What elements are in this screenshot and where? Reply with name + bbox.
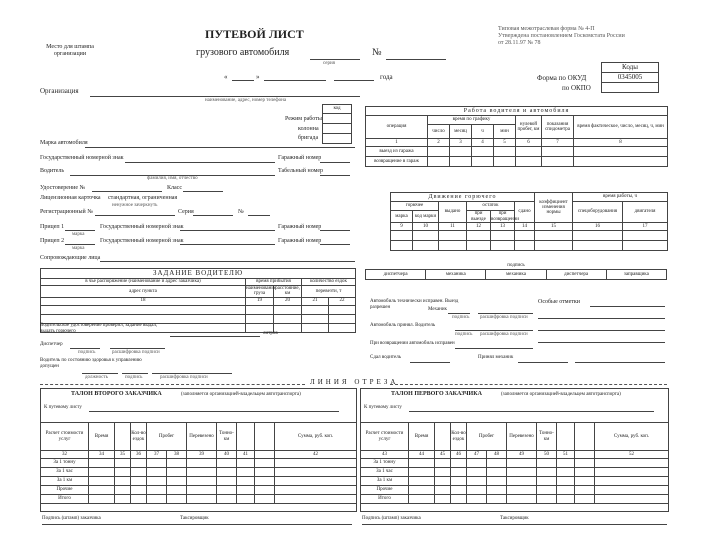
work-cell[interactable] xyxy=(450,157,472,167)
task-header-transport: перевезти, т xyxy=(302,286,356,298)
stub-cell[interactable] xyxy=(595,486,669,495)
signature-title: подпись xyxy=(507,262,525,268)
driver-label: Водитель xyxy=(40,168,65,174)
column-number: 51 xyxy=(557,451,575,459)
work-header-speedometer: показания спидометра xyxy=(542,116,574,139)
fuel-subheader: марка xyxy=(391,211,413,223)
fuel-cell[interactable] xyxy=(413,231,439,241)
fuel-cell[interactable] xyxy=(573,241,623,251)
column-number: 43 xyxy=(361,451,409,459)
stub-cell[interactable] xyxy=(275,495,357,504)
column-number: 11 xyxy=(439,223,467,231)
fuel-cell[interactable] xyxy=(623,231,668,241)
stub-left-header-calc: Расчет стоимости услуг xyxy=(41,423,89,451)
trailer1-garage-label: Гаражный номер xyxy=(278,224,322,230)
stub-row-label: За 1 км xyxy=(41,477,89,486)
fuel-table-title: Движение горючего xyxy=(391,193,535,202)
stub-left-header-sum: Сумма, руб. коп. xyxy=(275,423,357,451)
work-header-zero-run: нулевой пробег, км xyxy=(516,116,542,139)
fuel-subheader-equipment: спецоборудования xyxy=(573,202,623,223)
stub-left-title: ТАЛОН ВТОРОГО ЗАКАЗЧИКА xyxy=(71,391,162,397)
column-number: 48 xyxy=(487,451,507,459)
stub-right-to-trip: К путевому листу xyxy=(364,405,402,410)
work-cell[interactable] xyxy=(494,147,516,157)
column-number: 16 xyxy=(573,223,623,231)
class-label: Класс xyxy=(167,185,182,191)
page-title: ПУТЕВОЙ ЛИСТ xyxy=(205,27,304,41)
signature-mechanic-label: механика xyxy=(426,270,486,280)
work-cell[interactable] xyxy=(516,147,542,157)
column-number: 17 xyxy=(623,223,668,231)
column-number: 34 xyxy=(89,451,115,459)
task-table-title: ЗАДАНИЕ ВОДИТЕЛЮ xyxy=(41,269,356,279)
work-cell[interactable] xyxy=(494,157,516,167)
stub-cell[interactable] xyxy=(275,468,357,477)
work-cell[interactable] xyxy=(450,147,472,157)
fuel-cell[interactable] xyxy=(439,231,467,241)
work-cell[interactable] xyxy=(574,147,668,157)
car-brand-field[interactable] xyxy=(85,147,355,148)
task-cell[interactable] xyxy=(246,305,274,314)
fuel-subheader: код марки xyxy=(413,211,439,223)
column-number: 38 xyxy=(167,451,187,459)
work-header-operation: операция xyxy=(366,116,428,139)
okud-code: 0345005 xyxy=(602,73,659,83)
task-header-arrival: время прибытия xyxy=(246,279,302,286)
column-number: 35 xyxy=(115,451,131,459)
column-number: 18 xyxy=(41,297,246,305)
work-subheader: число xyxy=(428,125,450,139)
column-number: 6 xyxy=(516,139,542,147)
column-number: 20 xyxy=(274,297,302,305)
task-cell[interactable] xyxy=(41,305,246,314)
mechanic-decoding-caption: расшифровка подписи xyxy=(480,315,528,320)
task-cell[interactable] xyxy=(302,305,329,314)
column-code[interactable] xyxy=(323,124,352,134)
column-number: 21 xyxy=(302,297,329,305)
stub-right-title: ТАЛОН ПЕРВОГО ЗАКАЗЧИКА xyxy=(391,391,482,397)
special-label: Особые отметки xyxy=(538,299,580,305)
trailer2-state-label: Государственный номерной знак xyxy=(100,238,184,244)
task-cell[interactable] xyxy=(329,305,356,314)
fuel-header-issued: выдано xyxy=(439,202,467,223)
task-cell[interactable] xyxy=(41,314,246,323)
column-number: 42 xyxy=(275,451,357,459)
column-number: 4 xyxy=(472,139,494,147)
trailer2-garage-label: Гаражный номер xyxy=(278,238,322,244)
column-number: 22 xyxy=(329,297,356,305)
column-number: 2 xyxy=(428,139,450,147)
fuel-cell[interactable] xyxy=(467,241,491,251)
car-brand-label: Марка автомобиля xyxy=(40,140,88,146)
column-number: 15 xyxy=(535,223,573,231)
signature-fueler-label: заправщика xyxy=(606,270,666,280)
column-number: 47 xyxy=(467,451,487,459)
stub-left-header-trips: Кол-во ездок xyxy=(131,423,147,451)
fuel-header-remain: остаток xyxy=(467,202,515,211)
stub-row-label: За 1 час xyxy=(361,468,409,477)
fuel-cell[interactable] xyxy=(413,241,439,251)
stub-left-to-trip: К путевому листу xyxy=(44,405,82,410)
task-header-distance: расстояние, км xyxy=(275,286,300,297)
stub-row-label: За 1 тонну xyxy=(361,459,409,468)
stub-right-table xyxy=(360,422,669,504)
position-caption: должность xyxy=(85,375,108,380)
trailer2-brand-caption: марка xyxy=(72,246,85,251)
signature-dispatcher-label: диспетчера xyxy=(546,270,606,280)
stub-right-header-run: Пробег xyxy=(467,423,507,451)
codes-box xyxy=(601,62,659,93)
form-info-line: от 28.11.97 № 78 xyxy=(498,39,541,46)
stub-row-label: За 1 тонну xyxy=(41,459,89,468)
task-cell[interactable] xyxy=(302,314,329,323)
task-cell[interactable] xyxy=(274,314,302,323)
stub-right-header-sum: Сумма, руб. коп. xyxy=(595,423,669,451)
fuel-cell[interactable] xyxy=(491,241,515,251)
form-info-line: Утверждена постановлением Госкомстата России xyxy=(498,32,625,39)
work-table-title: Работа водителя и автомобиля xyxy=(366,107,668,116)
column-number: 5 xyxy=(494,139,516,147)
stub-row-label: Прочие xyxy=(361,486,409,495)
column-number: 9 xyxy=(391,223,413,231)
form-info xyxy=(498,26,625,47)
reg-no-label: № xyxy=(238,209,244,215)
stub-row-label: Итого xyxy=(361,495,409,504)
prinyal-label: Принял механик xyxy=(478,355,514,360)
fuel-cell[interactable] xyxy=(573,231,623,241)
docs-issued-note: Водительское удостоверение проверил, задание выдал, выдать горючего xyxy=(40,323,158,335)
work-header-schedule: время по графику xyxy=(428,116,516,125)
task-cell[interactable] xyxy=(246,314,274,323)
column-number: 13 xyxy=(491,223,515,231)
license-label: Удостоверение № xyxy=(40,185,86,191)
org-label: Организация xyxy=(40,87,79,95)
stub-left-signature-customer: Подпись (штамп) заказчика xyxy=(42,516,101,521)
fuel-cell[interactable] xyxy=(391,231,413,241)
column-number: 45 xyxy=(435,451,451,459)
okpo-label: по ОКПО xyxy=(562,84,591,92)
column-number: 36 xyxy=(131,451,147,459)
received-signature-caption: подпись xyxy=(455,332,473,337)
task-cell[interactable] xyxy=(329,323,356,332)
mechanic-label: Механик xyxy=(428,307,447,312)
fuel-header-fuel: горючее xyxy=(391,202,439,211)
stub-cell[interactable] xyxy=(595,459,669,468)
stub-left-header-run: Пробег xyxy=(147,423,187,451)
work-row-label: выезд из гаража xyxy=(366,147,428,157)
column-number: 41 xyxy=(237,451,255,459)
column-number: 37 xyxy=(147,451,167,459)
task-cell[interactable] xyxy=(274,305,302,314)
stub-cell[interactable] xyxy=(595,495,669,504)
license-card-value: стандартная, ограниченная xyxy=(108,195,178,201)
column-number: 44 xyxy=(409,451,435,459)
returned-label: При возвращении автомобиль исправен xyxy=(370,341,455,346)
column-number: 46 xyxy=(451,451,467,459)
fuel-cell[interactable] xyxy=(491,231,515,241)
work-cell[interactable] xyxy=(428,147,450,157)
stub-cell[interactable] xyxy=(275,477,357,486)
liters-label: литров xyxy=(263,331,278,336)
org-field[interactable] xyxy=(90,96,360,97)
org-stamp-placeholder: Место для штампа организации xyxy=(46,44,94,57)
stub-left-signature-taxer: Таксировщик xyxy=(180,516,209,521)
task-cell[interactable] xyxy=(329,314,356,323)
escort-field[interactable] xyxy=(100,261,355,262)
codes-header: Коды xyxy=(602,63,659,73)
mode-code[interactable] xyxy=(323,114,352,124)
fuel-cell[interactable] xyxy=(623,241,668,251)
state-number-field[interactable] xyxy=(125,162,275,163)
signature-caption: подпись xyxy=(125,375,143,380)
garage-number-label: Гаражный номер xyxy=(278,155,322,161)
trailer1-label: Прицеп 1 xyxy=(40,224,65,230)
stub-cell[interactable] xyxy=(595,468,669,477)
stub-right-header-trips: Кол-во ездок xyxy=(451,423,467,451)
stub-left-header-time: Время xyxy=(89,423,115,451)
mode-code-header: код xyxy=(323,105,352,114)
work-subheader: месяц xyxy=(450,125,472,139)
fuel-header-returned: сдано xyxy=(515,202,535,223)
task-header-address: адрес пункта xyxy=(41,286,246,298)
fuel-cell[interactable] xyxy=(439,241,467,251)
mechanic-signature-caption: подпись xyxy=(452,315,470,320)
work-cell[interactable] xyxy=(574,157,668,167)
column-number: 39 xyxy=(187,451,217,459)
column-number: 52 xyxy=(595,451,669,459)
work-cell[interactable] xyxy=(542,157,574,167)
fuel-subheader: при выезде xyxy=(467,211,491,223)
column-number: 1 xyxy=(366,139,428,147)
work-header-actual-time: время фактическое, число, месяц, ч, мин xyxy=(574,116,668,139)
fuel-cell[interactable] xyxy=(515,241,535,251)
reg-label: Регистрационный № xyxy=(40,209,93,215)
stub-left-header-transported: Перевезено xyxy=(187,423,217,451)
work-cell[interactable] xyxy=(542,147,574,157)
fuel-cell[interactable] xyxy=(535,231,573,241)
fuel-cell[interactable] xyxy=(467,231,491,241)
stub-right-signature-taxer: Таксировщик xyxy=(500,516,529,521)
column-number: 12 xyxy=(467,223,491,231)
column-number: 7 xyxy=(542,139,574,147)
task-header-cargo: наименование груза xyxy=(246,286,277,297)
fuel-subheader: при возвращении xyxy=(491,211,519,222)
health-note: Водитель по состоянию здоровья к управлению допущен xyxy=(40,358,142,370)
stub-right-signature-customer: Подпись (штамп) заказчика xyxy=(362,516,421,521)
work-cell[interactable] xyxy=(472,157,494,167)
state-number-label: Государственный номерной знак xyxy=(40,155,124,161)
fuel-header-worktime: время работы, ч xyxy=(573,193,668,202)
stub-left-header-tonkm: Тонно-км xyxy=(217,423,237,451)
stub-right-header-calc: Расчет стоимости услуг xyxy=(361,423,409,451)
column-number: 14 xyxy=(515,223,535,231)
work-table xyxy=(365,106,668,167)
stub-left-subtitle: (заполняется организацией-владельцем автотранспорта) xyxy=(181,392,301,397)
column-number: 19 xyxy=(246,297,274,305)
okud-label: Форма по ОКУД xyxy=(537,74,587,82)
work-cell[interactable] xyxy=(472,147,494,157)
decoding-caption: расшифровка подписи xyxy=(160,375,208,380)
series-label: Серия xyxy=(178,209,194,215)
work-cell[interactable] xyxy=(516,157,542,167)
license-card-caption: ненужное зачеркнуть xyxy=(112,203,158,208)
stub-row-label: За 1 км xyxy=(361,477,409,486)
fuel-cell[interactable] xyxy=(391,241,413,251)
work-row-label: возвращение в гараж xyxy=(366,157,428,167)
fuel-cell[interactable] xyxy=(535,241,573,251)
date-open-quote: « xyxy=(224,73,228,81)
org-caption: наименование, адрес, номер телефона xyxy=(205,98,287,103)
column-number: 3 xyxy=(450,139,472,147)
column-number: 40 xyxy=(217,451,237,459)
brigade-code[interactable] xyxy=(323,134,352,144)
work-subheader: ч xyxy=(472,125,494,139)
stub-cell[interactable] xyxy=(595,477,669,486)
stub-cell[interactable] xyxy=(275,486,357,495)
fuel-cell[interactable] xyxy=(515,231,535,241)
mode-code-box xyxy=(322,104,352,144)
year-label: года xyxy=(380,73,393,81)
dispatcher-label: Диспетчер xyxy=(40,342,63,347)
series-caption: серия xyxy=(323,61,335,66)
work-subheader: мин xyxy=(494,125,516,139)
signature-mechanic-label: механика xyxy=(486,270,546,280)
driver-caption: фамилия, имя, отчество xyxy=(147,176,198,181)
column-number: 49 xyxy=(507,451,537,459)
fuel-table xyxy=(390,192,668,251)
brigade-label: бригада xyxy=(298,135,319,141)
escort-label: Сопровождающие лица xyxy=(40,255,101,261)
stub-right-header-time: Время xyxy=(409,423,435,451)
tabel-label: Табельный номер xyxy=(278,168,324,174)
stub-row-label: Итого xyxy=(41,495,89,504)
fuel-header-coef: коэффициент изменения нормы xyxy=(535,193,573,223)
task-cell[interactable] xyxy=(302,323,329,332)
number-sign: № xyxy=(372,47,382,58)
column-label: колонна xyxy=(298,126,319,132)
trailer1-state-label: Государственный номерной знак xyxy=(100,224,184,230)
received-label: Автомобиль принял. Водитель xyxy=(370,323,436,328)
column-number: 50 xyxy=(537,451,557,459)
received-decoding-caption: расшифровка подписи xyxy=(480,332,528,337)
cut-line-label: ЛИНИЯ ОТРЕЗА xyxy=(310,378,399,386)
license-card-label: Лицензионная карточка xyxy=(40,195,101,201)
column-number: 8 xyxy=(574,139,668,147)
dispatcher-signature-caption: подпись xyxy=(78,350,96,355)
sdal-label: Сдал водитель xyxy=(370,355,401,360)
task-header-customer: в чье распоряжение (наименование и адрес заказчика) xyxy=(41,279,246,286)
stub-row-label: Прочие xyxy=(41,486,89,495)
stub-row-label: За 1 час xyxy=(41,468,89,477)
work-cell[interactable] xyxy=(428,157,450,167)
task-header-trips: количество ездок xyxy=(302,279,356,286)
trailer2-label: Прицеп 2 xyxy=(40,238,65,244)
stub-left-table xyxy=(40,422,357,504)
okpo-code[interactable] xyxy=(602,83,659,93)
mode-label: Режим работы xyxy=(285,116,322,122)
page-subtitle: грузового автомобиля xyxy=(196,47,290,58)
stub-right-subtitle: (заполняется организацией-владельцем автотранспорта) xyxy=(501,392,621,397)
fuel-subheader-engine: двигателя xyxy=(623,202,668,223)
signature-table xyxy=(365,262,667,280)
stub-cell[interactable] xyxy=(275,459,357,468)
form-info-line: Типовая межотраслевая форма № 4-П xyxy=(498,26,595,32)
dispatcher-decoding-caption: расшифровка подписи xyxy=(112,350,160,355)
stub-right-header-transported: Перевезено xyxy=(507,423,537,451)
trailer1-brand-caption: марка xyxy=(72,232,85,237)
column-number: 32 xyxy=(41,451,89,459)
column-number: 10 xyxy=(413,223,439,231)
signature-dispatcher-label: диспетчера xyxy=(366,270,426,280)
stub-right-header-tonkm: Тонно-км xyxy=(537,423,557,451)
tech-ok-note: Автомобиль технически исправен. Выезд разрешен xyxy=(370,299,459,311)
